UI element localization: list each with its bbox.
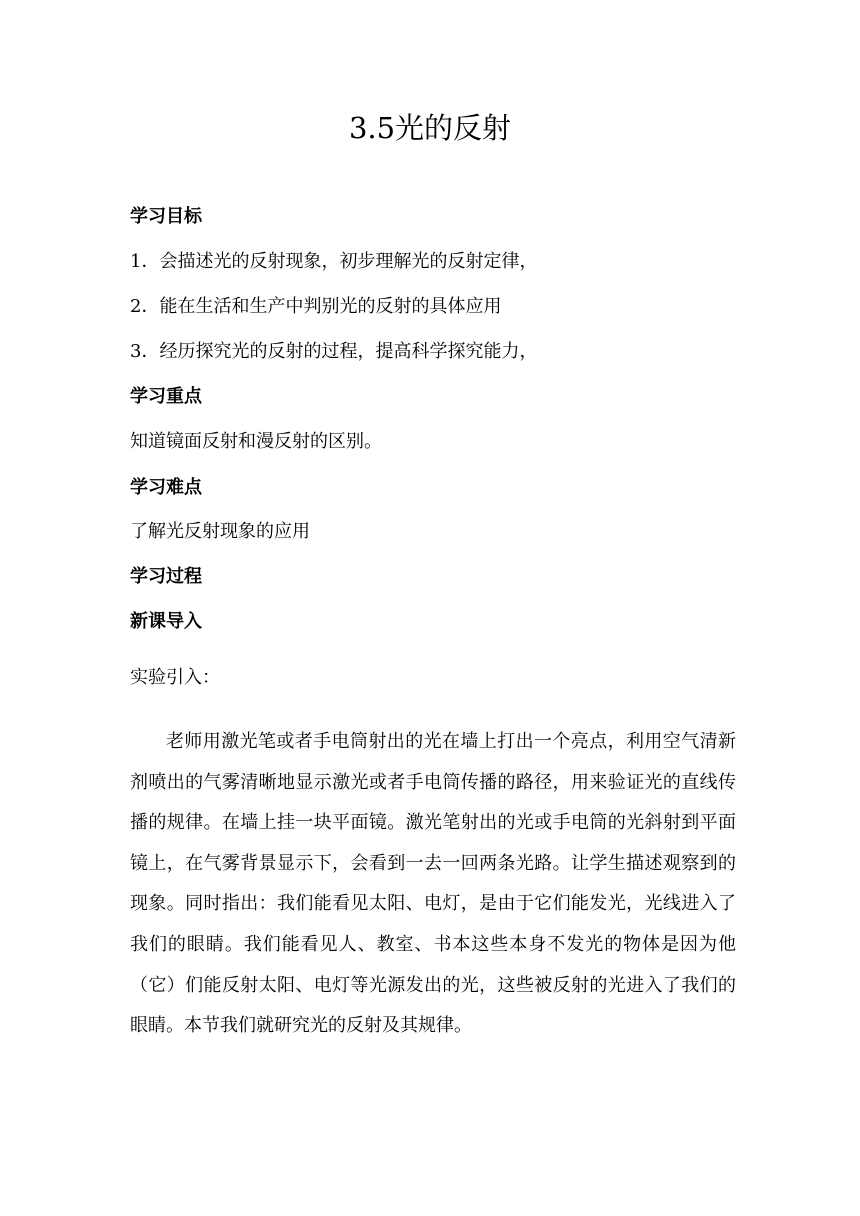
process-heading: 学习过程	[130, 566, 202, 587]
difficult-points-text: 了解光反射现象的应用	[130, 521, 310, 542]
experiment-paragraph: 老师用激光笔或者手电筒射出的光在墙上打出一个亮点，利用空气清新剂喷出的气雾清晰地显示激光或者手电筒传播的路径，用来验证光的直线传播的规律。在墙上挂一块平面镜。激光笔射出的光或手电筒的光斜射到平面镜上，在气雾背景显示下，会看到一去一回两条光路。让学生描述观察到的现象。同时指出：我们能看见太阳、电灯，是由于它们能发光，光线进入了我们的眼睛。我们能看见人、教室、书本这些本身不发光的物体是因为他（它）们能反射太阳、电灯等光源发出的光，这些被反射的光进入了我们的眼睛。本节我们就研究光的反射及其规律。	[130, 731, 736, 1037]
key-points-heading: 学习重点	[130, 386, 202, 407]
goal-item-3: 3．经历探究光的反射的过程，提高科学探究能力，	[130, 341, 538, 362]
intro-heading: 新课导入	[130, 611, 202, 632]
goal-item-2: 2．能在生活和生产中判别光的反射的具体应用	[130, 296, 502, 317]
goals-heading: 学习目标	[130, 206, 202, 227]
goal-item-1: 1．会描述光的反射现象，初步理解光的反射定律，	[130, 251, 538, 272]
key-points-text: 知道镜面反射和漫反射的区别。	[130, 431, 382, 452]
difficult-points-heading: 学习难点	[130, 477, 202, 498]
experiment-label: 实验引入：	[130, 667, 220, 688]
page-title: 3.5光的反射	[348, 111, 512, 145]
